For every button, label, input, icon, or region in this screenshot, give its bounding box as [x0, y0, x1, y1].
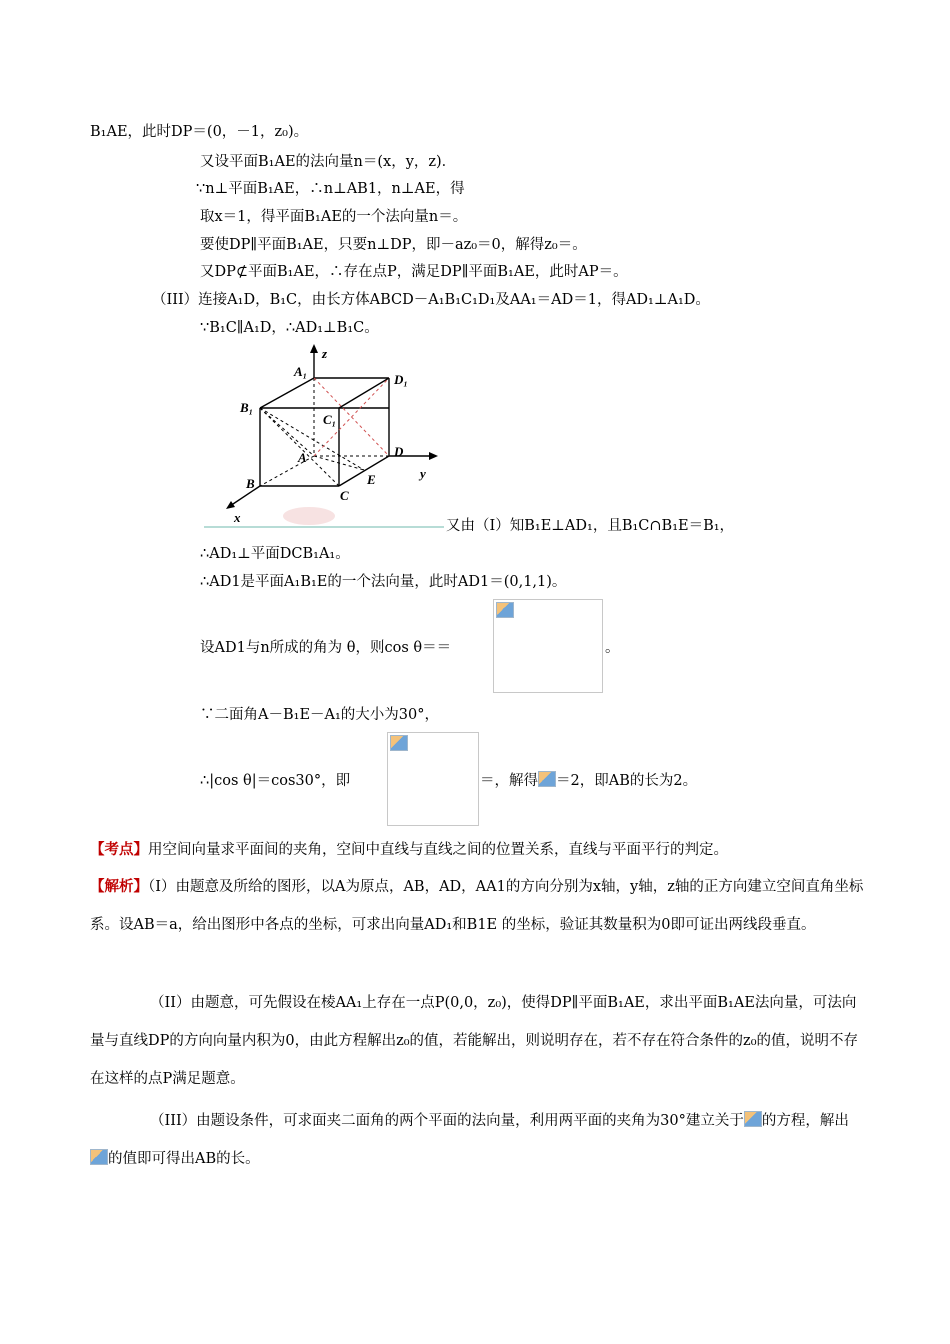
label-a1: A₁	[294, 364, 308, 379]
text-line: B₁AE，此时DP＝(0，－1，z₀)。	[90, 124, 309, 140]
text-line: 又DP⊄平面B₁AE，∴存在点P，满足DP∥平面B₁AE，此时AP＝。	[200, 264, 628, 280]
text-line: 取x＝1，得平面B₁AE的一个法向量n＝。	[200, 209, 468, 225]
label-e: E	[367, 472, 376, 487]
jiexi-paragraph-3: （III）由题设条件，可求面夹二面角的两个平面的法向量，利用两平面的夹角为30°建立关于 的方程，解出的值即可得出AB的长。	[90, 1102, 865, 1178]
missing-formula-image	[387, 732, 479, 826]
broken-image-icon	[90, 1149, 108, 1165]
broken-image-icon	[744, 1111, 762, 1127]
kaodian-line	[90, 840, 728, 860]
text-line: 要使DP∥平面B₁AE，只要n⊥DP，即－az₀＝0，解得z₀＝。	[200, 237, 587, 253]
text-line: 设AD1与n所成的角为 θ，则cos θ＝＝	[200, 640, 452, 656]
text-line: 又由（I）知B₁E⊥AD₁，且B₁C∩B₁E＝B₁，	[446, 518, 735, 534]
label-y: y	[420, 466, 426, 481]
figure-background	[204, 344, 444, 530]
jiexi-paragraph-2: （II）由题意，可先假设在棱AA₁上存在一点P(0,0，z₀)，使得DP∥平面B₁AE，求出平面B₁AE法向量，可法向量与直线DP的方向向量内积为0，由此方程解出z₀的值，若能解出，则说明存在，若不存在符合条件的z₀的值，说明不存在这样的点P满足题意。	[90, 995, 859, 1087]
cuboid-figure	[204, 344, 444, 530]
kaodian-text: 用空间向量求平面间的夹角，空间中直线与直线之间的位置关系，直线与平面平行的判定。	[148, 842, 728, 858]
text-line: 。	[605, 640, 620, 656]
jiexi-paragraph-1: 【解析】（Ⅰ）由题意及所给的图形，以A为原点，AB，AD，AA1的方向分别为x轴，y轴，z轴的正方向建立空间直角坐标系。设AB＝a，给出图形中各点的坐标，可求出向量AD₁和B1E 的坐标，验证其数量积为0即可证出两线段垂直。	[90, 878, 864, 933]
text-line: （III）连接A₁D，B₁C，由长方体ABCD－A₁B₁C₁D₁及AA₁＝AD＝1，得AD₁⊥A₁D。	[152, 292, 710, 308]
watermark-blot	[283, 507, 335, 525]
label-c: C	[340, 488, 349, 503]
text-line: ∴AD₁⊥平面DCB₁A₁。	[200, 546, 350, 562]
label-a: A	[298, 450, 307, 465]
text-line: ∴AD1是平面A₁B₁E的一个法向量，此时AD1＝(0,1,1)。	[200, 574, 567, 590]
text-line: ∵二面角A－B₁E－A₁的大小为30°，	[200, 707, 440, 723]
label-x: x	[234, 510, 241, 525]
label-b1: B₁	[240, 400, 254, 415]
label-c1: C₁	[323, 412, 337, 427]
broken-image-icon	[390, 735, 408, 751]
broken-image-icon	[538, 771, 556, 787]
jiexi-tag: 【解析】	[90, 878, 148, 895]
text-line: ∵B₁C∥A₁D，∴AD₁⊥B₁C。	[200, 320, 379, 336]
label-b: B	[246, 476, 255, 491]
missing-formula-image	[493, 599, 603, 693]
text-line: ＝，解得 ＝2，即AB的长为2。	[480, 773, 698, 789]
label-z: z	[322, 346, 328, 361]
kaodian-tag: 【考点】	[90, 841, 148, 858]
text-line: ∵n⊥平面B₁AE，∴n⊥AB1，n⊥AE，得	[196, 181, 465, 197]
text-line: ∴|cos θ|＝cos30°，即	[200, 773, 351, 789]
broken-image-icon	[496, 602, 514, 618]
label-d1: D₁	[394, 372, 408, 387]
label-d: D	[394, 444, 404, 459]
text-line: 又设平面B₁AE的法向量n＝(x，y，z)．	[200, 154, 457, 170]
